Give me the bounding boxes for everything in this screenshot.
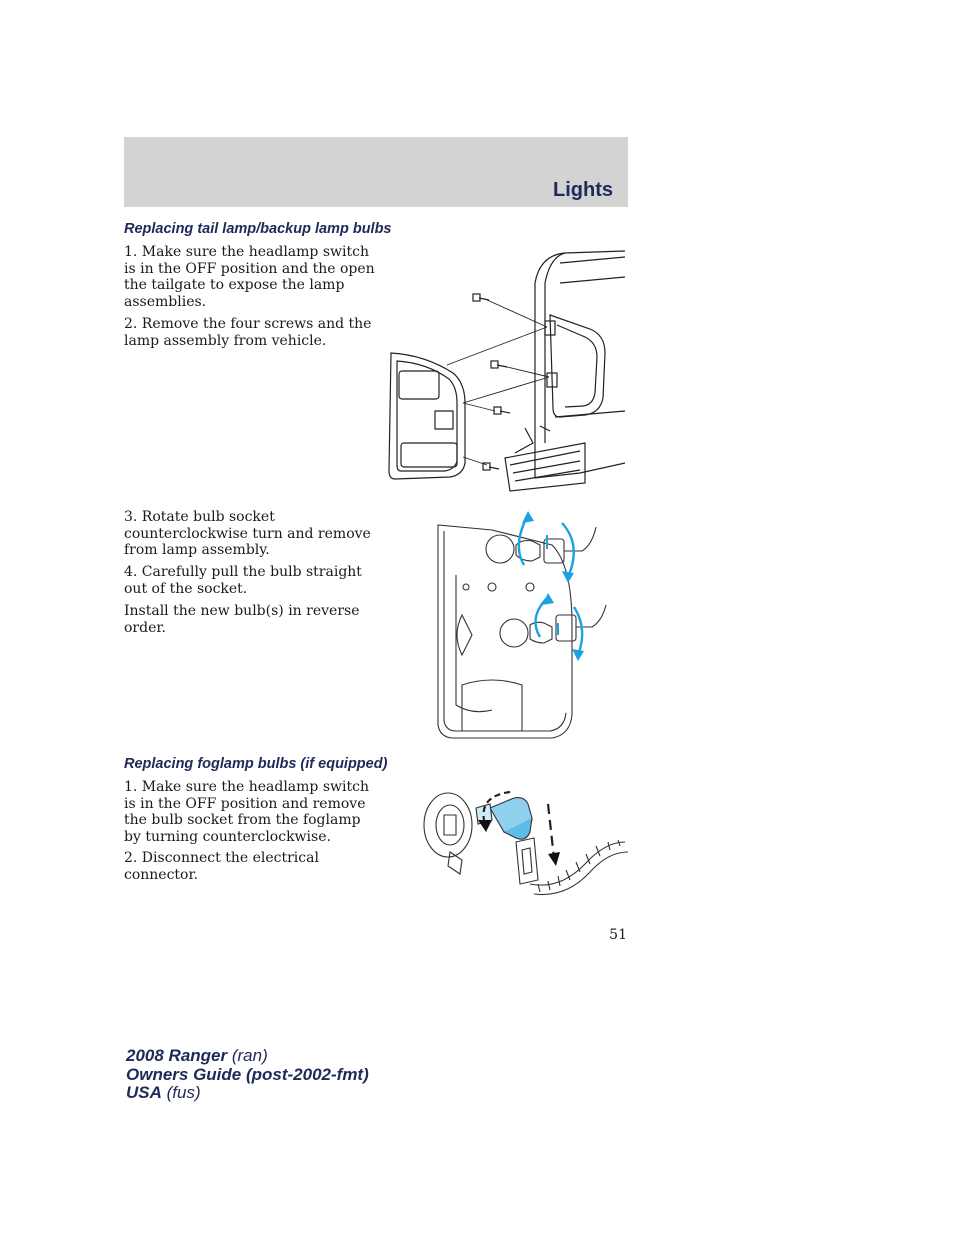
foglamp-step-2-text: 2. Disconnect the electrical connector. (124, 850, 319, 883)
footer-market: USA (126, 1083, 162, 1102)
step-1-text: 1. Make sure the headlamp switch is in the OFF position and the open the tailgate to expose the lamp assemblies. (124, 244, 375, 310)
foglamp-step-1-text: 1. Make sure the headlamp switch is in the OFF position and remove the bulb socket from the foglamp by turning counterclockwise. (124, 779, 369, 845)
page-title: Lights (553, 179, 613, 201)
section-heading-tail-lamp: Replacing tail lamp/backup lamp bulbs (124, 221, 392, 237)
footer-model: 2008 Ranger (126, 1046, 228, 1065)
tail-lamp-removal-illustration (385, 243, 630, 495)
step-4-text: 4. Carefully pull the bulb straight out of the socket. (124, 564, 362, 597)
step-2-text: 2. Remove the four screws and the lamp assembly from vehicle. (124, 316, 372, 349)
step-3-text: 3. Rotate bulb socket counterclockwise turn and remove from lamp assembly. (124, 509, 371, 558)
foglamp-bulb-illustration (420, 780, 630, 902)
reinstall-note-text: Install the new bulb(s) in reverse order. (124, 603, 360, 636)
bulb-socket-illustration (432, 505, 612, 743)
page-number: 51 (609, 927, 627, 943)
footer-guide: Owners Guide (post-2002-fmt) (126, 1064, 369, 1084)
document-footer (126, 1047, 369, 1103)
section-heading-foglamp: Replacing foglamp bulbs (if equipped) (124, 756, 388, 772)
footer-model-code: (ran) (231, 1046, 268, 1065)
footer-market-code: (fus) (166, 1083, 201, 1102)
section-header-band (124, 137, 628, 207)
